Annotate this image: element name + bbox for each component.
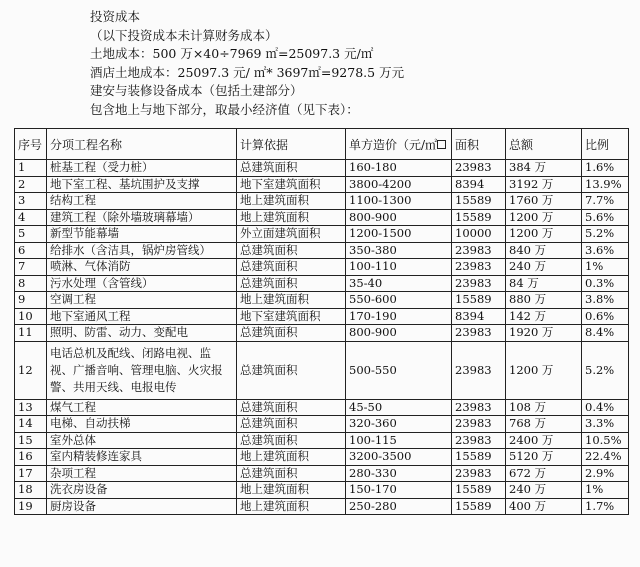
cell-unit-cost: 500-550 xyxy=(346,341,452,399)
cell-unit-cost: 280-330 xyxy=(346,465,452,482)
cell-total: 840 万 xyxy=(506,242,582,259)
cell-index: 10 xyxy=(15,308,47,325)
cell-item-name: 煤气工程 xyxy=(47,399,237,416)
cell-item-name: 污水处理（含管线） xyxy=(47,275,237,292)
cell-area: 15589 xyxy=(452,449,506,466)
cell-unit-cost: 250-280 xyxy=(346,498,452,515)
cell-unit-cost: 550-600 xyxy=(346,292,452,309)
cell-index: 2 xyxy=(15,176,47,193)
cell-basis: 总建筑面积 xyxy=(237,259,346,276)
cell-total: 240 万 xyxy=(506,482,582,499)
cell-item-name: 杂项工程 xyxy=(47,465,237,482)
cell-index: 9 xyxy=(15,292,47,309)
cell-ratio: 3.3% xyxy=(582,416,629,433)
cell-total: 880 万 xyxy=(506,292,582,309)
cell-ratio: 0.3% xyxy=(582,275,629,292)
cell-total: 1920 万 xyxy=(506,325,582,342)
cell-total: 384 万 xyxy=(506,160,582,177)
table-row xyxy=(15,292,629,309)
cell-area: 23983 xyxy=(452,242,506,259)
cell-total: 1200 万 xyxy=(506,341,582,399)
cell-area: 8394 xyxy=(452,176,506,193)
header-area: 面积 xyxy=(452,129,506,160)
intro-section xyxy=(90,8,404,119)
cell-item-name: 电话总机及配线、闭路电视、监视、广播音响、管理电脑、火灾报警、共用天线、电报电传 xyxy=(47,341,237,399)
cell-ratio: 5.2% xyxy=(582,341,629,399)
land-cost-line: 土地成本：500 万×40÷7969 ㎡=25097.3 元/㎡ xyxy=(90,46,374,61)
bottom-fade xyxy=(0,557,640,567)
cell-basis: 地下室建筑面积 xyxy=(237,308,346,325)
table-row xyxy=(15,416,629,433)
header-unit-cost: 单方造价（元/㎡ xyxy=(346,129,452,160)
cell-total: 672 万 xyxy=(506,465,582,482)
cell-basis: 总建筑面积 xyxy=(237,341,346,399)
table-row xyxy=(15,341,629,399)
cell-basis: 地上建筑面积 xyxy=(237,209,346,226)
cell-basis: 外立面建筑面积 xyxy=(237,226,346,243)
cell-item-name: 喷淋、气体消防 xyxy=(47,259,237,276)
cell-item-name: 洗衣房设备 xyxy=(47,482,237,499)
cell-ratio: 3.8% xyxy=(582,292,629,309)
cell-area: 23983 xyxy=(452,341,506,399)
cell-ratio: 13.9% xyxy=(582,176,629,193)
table-row xyxy=(15,449,629,466)
install-cost-line: 建安与装修设备成本（包括土建部分） xyxy=(90,83,303,98)
cell-index: 3 xyxy=(15,193,47,210)
table-row xyxy=(15,432,629,449)
header-basis: 计算依据 xyxy=(237,129,346,160)
cell-unit-cost: 35-40 xyxy=(346,275,452,292)
header-total: 总额 xyxy=(506,129,582,160)
cell-area: 15589 xyxy=(452,209,506,226)
table-row xyxy=(15,275,629,292)
cell-basis: 总建筑面积 xyxy=(237,325,346,342)
cell-unit-cost: 100-110 xyxy=(346,259,452,276)
cell-area: 15589 xyxy=(452,292,506,309)
cell-basis: 总建筑面积 xyxy=(237,399,346,416)
cell-total: 2400 万 xyxy=(506,432,582,449)
cell-area: 15589 xyxy=(452,482,506,499)
cell-total: 1200 万 xyxy=(506,226,582,243)
section-title: 投资成本 xyxy=(90,9,141,24)
cell-index: 15 xyxy=(15,432,47,449)
table-row xyxy=(15,465,629,482)
cell-unit-cost: 1200-1500 xyxy=(346,226,452,243)
cell-basis: 地上建筑面积 xyxy=(237,193,346,210)
cell-ratio: 7.7% xyxy=(582,193,629,210)
cell-basis: 地上建筑面积 xyxy=(237,498,346,515)
table-header-row xyxy=(15,129,629,160)
cell-basis: 总建筑面积 xyxy=(237,275,346,292)
cell-index: 6 xyxy=(15,242,47,259)
cell-item-name: 厨房设备 xyxy=(47,498,237,515)
table-row xyxy=(15,498,629,515)
cell-total: 108 万 xyxy=(506,399,582,416)
cell-ratio: 0.6% xyxy=(582,308,629,325)
hotel-land-cost-line: 酒店土地成本：25097.3 元/ ㎡* 3697㎡=9278.5 万元 xyxy=(90,64,405,80)
cell-ratio: 8.4% xyxy=(582,325,629,342)
cell-index: 11 xyxy=(15,325,47,342)
cell-area: 23983 xyxy=(452,325,506,342)
cell-area: 23983 xyxy=(452,399,506,416)
cell-area: 15589 xyxy=(452,193,506,210)
cell-item-name: 空调工程 xyxy=(47,292,237,309)
cell-item-name: 照明、防雷、动力、变配电 xyxy=(47,325,237,342)
cell-unit-cost: 3800-4200 xyxy=(346,176,452,193)
table-row xyxy=(15,399,629,416)
table-row xyxy=(15,226,629,243)
cost-table xyxy=(14,128,629,515)
cell-unit-cost: 320-360 xyxy=(346,416,452,433)
cell-area: 23983 xyxy=(452,275,506,292)
cell-index: 19 xyxy=(15,498,47,515)
table-row xyxy=(15,176,629,193)
table-row xyxy=(15,193,629,210)
cell-item-name: 地下室工程、基坑围护及支撑 xyxy=(47,176,237,193)
cell-basis: 地上建筑面积 xyxy=(237,292,346,309)
cell-index: 7 xyxy=(15,259,47,276)
cell-index: 13 xyxy=(15,399,47,416)
cell-area: 23983 xyxy=(452,160,506,177)
cell-total: 240 万 xyxy=(506,259,582,276)
cell-area: 23983 xyxy=(452,432,506,449)
cell-basis: 总建筑面积 xyxy=(237,465,346,482)
cell-unit-cost: 350-380 xyxy=(346,242,452,259)
cell-ratio: 1% xyxy=(582,259,629,276)
cell-area: 15589 xyxy=(452,498,506,515)
table-row xyxy=(15,259,629,276)
cell-ratio: 5.2% xyxy=(582,226,629,243)
cell-basis: 总建筑面积 xyxy=(237,242,346,259)
cell-total: 142 万 xyxy=(506,308,582,325)
cost-note: （以下投资成本未计算财务成本） xyxy=(90,27,278,43)
cell-basis: 总建筑面积 xyxy=(237,416,346,433)
cell-ratio: 5.6% xyxy=(582,209,629,226)
cell-ratio: 1% xyxy=(582,482,629,499)
cell-item-name: 结构工程 xyxy=(47,193,237,210)
cell-index: 12 xyxy=(15,341,47,399)
cell-item-name: 桩基工程（受力桩） xyxy=(47,160,237,177)
cell-index: 16 xyxy=(15,449,47,466)
cell-index: 18 xyxy=(15,482,47,499)
cell-item-name: 新型节能幕墙 xyxy=(47,226,237,243)
cell-index: 5 xyxy=(15,226,47,243)
cell-total: 768 万 xyxy=(506,416,582,433)
table-row xyxy=(15,242,629,259)
install-note-line: 包含地上与地下部分，取最小经济值（见下表）： xyxy=(90,101,359,117)
cell-ratio: 1.6% xyxy=(582,160,629,177)
cell-basis: 地上建筑面积 xyxy=(237,449,346,466)
cell-index: 1 xyxy=(15,160,47,177)
cell-area: 23983 xyxy=(452,416,506,433)
header-ratio: 比例 xyxy=(582,129,629,160)
cell-index: 14 xyxy=(15,416,47,433)
cell-area: 8394 xyxy=(452,308,506,325)
cell-total: 1200 万 xyxy=(506,209,582,226)
cell-ratio: 22.4% xyxy=(582,449,629,466)
cell-unit-cost: 800-900 xyxy=(346,209,452,226)
cell-area: 23983 xyxy=(452,465,506,482)
table-row xyxy=(15,308,629,325)
cell-ratio: 3.6% xyxy=(582,242,629,259)
cell-index: 4 xyxy=(15,209,47,226)
cell-item-name: 室外总体 xyxy=(47,432,237,449)
cell-ratio: 2.9% xyxy=(582,465,629,482)
cell-ratio: 10.5% xyxy=(582,432,629,449)
cell-unit-cost: 170-190 xyxy=(346,308,452,325)
cell-area: 23983 xyxy=(452,259,506,276)
header-item-name: 分项工程名称 xyxy=(47,129,237,160)
cell-ratio: 0.4% xyxy=(582,399,629,416)
cell-unit-cost: 100-115 xyxy=(346,432,452,449)
cell-basis: 地下室建筑面积 xyxy=(237,176,346,193)
cell-item-name: 地下室通风工程 xyxy=(47,308,237,325)
cell-item-name: 给排水（含洁具，锅炉房管线） xyxy=(47,242,237,259)
table-row xyxy=(15,209,629,226)
cell-item-name: 电梯、自动扶梯 xyxy=(47,416,237,433)
cell-area: 10000 xyxy=(452,226,506,243)
cell-unit-cost: 3200-3500 xyxy=(346,449,452,466)
cell-item-name: 室内精装修连家具 xyxy=(47,449,237,466)
cell-total: 400 万 xyxy=(506,498,582,515)
cell-basis: 总建筑面积 xyxy=(237,432,346,449)
table-row xyxy=(15,482,629,499)
cell-ratio: 1.7% xyxy=(582,498,629,515)
cell-unit-cost: 800-900 xyxy=(346,325,452,342)
cell-unit-cost: 160-180 xyxy=(346,160,452,177)
cell-total: 84 万 xyxy=(506,275,582,292)
cell-unit-cost: 150-170 xyxy=(346,482,452,499)
cell-item-name: 建筑工程（除外墙玻璃幕墙） xyxy=(47,209,237,226)
table-row xyxy=(15,160,629,177)
cell-total: 1760 万 xyxy=(506,193,582,210)
checkbox-icon xyxy=(437,140,446,149)
cell-total: 5120 万 xyxy=(506,449,582,466)
cell-index: 8 xyxy=(15,275,47,292)
cell-unit-cost: 45-50 xyxy=(346,399,452,416)
table-row xyxy=(15,325,629,342)
header-index: 序号 xyxy=(15,129,47,160)
cell-basis: 总建筑面积 xyxy=(237,160,346,177)
cell-unit-cost: 1100-1300 xyxy=(346,193,452,210)
cell-index: 17 xyxy=(15,465,47,482)
cell-total: 3192 万 xyxy=(506,176,582,193)
table-body xyxy=(15,160,629,515)
cell-basis: 地上建筑面积 xyxy=(237,482,346,499)
